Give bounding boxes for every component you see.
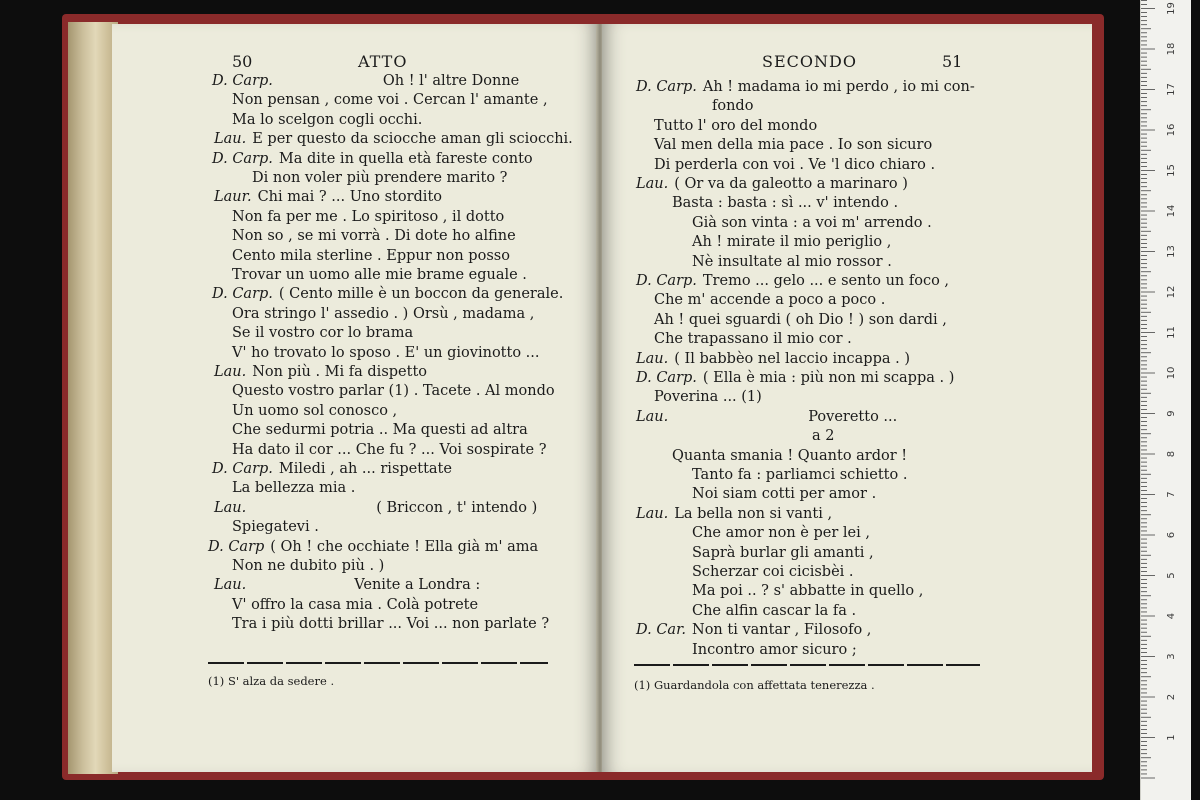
text-line [232, 91, 548, 109]
text-line [654, 156, 935, 174]
text-line [692, 485, 876, 503]
ruler-number: 11 [1166, 326, 1177, 339]
verse-text: Non più . Mi fa dispetto [252, 364, 428, 380]
text-line [636, 350, 910, 368]
verse-text: Non so , se mi vorrà . Di dote ho alfine [232, 228, 516, 245]
verse-text: ( Ella è mia : più non mi scappa . ) [702, 370, 955, 386]
speaker-name: D. Carp [208, 538, 265, 555]
speaker-name: D. Carp. [636, 79, 697, 95]
text-line [812, 427, 834, 445]
verse-text: ( Or va da galeotto a marinaro ) [674, 176, 908, 192]
text-line [232, 208, 504, 226]
speaker-name: Lau. [636, 350, 669, 367]
verse-text: Poveretto ... [808, 408, 898, 425]
running-head: SECONDO [762, 52, 857, 71]
verse-text: Non ne dubito più . ) [232, 558, 385, 574]
text-line [232, 441, 546, 459]
text-line [636, 272, 949, 290]
verse-text: Non fa per me . Lo spiritoso , il dotto [232, 208, 505, 225]
verse-text: Ma poi .. ? s' abbatte in quello , [692, 583, 924, 600]
ruler-number: 7 [1166, 491, 1177, 498]
text-line [232, 344, 540, 362]
text-line [232, 266, 527, 284]
verse-text: Nè insultate al mio rossor . [692, 253, 892, 270]
text-line [214, 499, 537, 517]
text-line [232, 479, 355, 497]
text-line [232, 557, 384, 575]
verse-text: Ora stringo l' assedio . ) Orsù , madama , [232, 305, 535, 322]
verse-text: E per questo da sciocche aman gli sciocchi. [252, 131, 573, 148]
verse-text: Basta : basta : sì ... v' intendo . [672, 195, 899, 212]
text-line [232, 247, 510, 265]
ruler-number: 13 [1166, 245, 1177, 258]
text-line [692, 253, 892, 271]
verse-text: Questo vostro parlar (1) . Tacete . Al mondo [232, 383, 555, 400]
text-line [208, 538, 538, 556]
text-line [654, 388, 762, 406]
page-edges [68, 22, 118, 774]
verse-text: ( Cento mille è un boccon da generale. [278, 286, 564, 303]
text-line [212, 285, 563, 303]
ruler-number: 8 [1166, 450, 1177, 458]
ruler-number: 10 [1166, 366, 1177, 380]
verse-text: Che m' accende a poco a poco . [654, 292, 886, 309]
ruler-number: 3 [1166, 653, 1177, 660]
ruler-number: 15 [1166, 164, 1177, 177]
text-line [214, 130, 573, 148]
verse-text: Chi mai ? ... Uno stordito [257, 189, 443, 206]
verse-text: Venite a Londra : [354, 577, 481, 594]
text-line [212, 72, 519, 90]
right-page [602, 24, 1092, 772]
speaker-name: Lau. [214, 364, 247, 380]
verse-text: Quanta smania ! Quanto ardor ! [672, 447, 908, 464]
verse-text: Che trapassano il mio cor . [654, 331, 852, 348]
speaker-name: D. Carp. [212, 461, 273, 477]
text-block [112, 24, 598, 772]
footnote-rule [634, 664, 980, 666]
verse-text: ( Il babbèo nel laccio incappa . ) [674, 350, 910, 367]
measuring-ruler [1140, 0, 1191, 800]
verse-text: Ma lo scelgon cogli occhi. [232, 111, 423, 128]
verse-text: Miledi , ah ... rispettate [278, 461, 452, 477]
text-line [232, 111, 422, 129]
speaker-name: D. Carp. [212, 286, 273, 303]
text-line [232, 596, 478, 614]
running-head: ATTO [358, 52, 408, 71]
verse-text: Non ti vantar , Filosofo , [692, 622, 872, 639]
verse-text: Tremo ... gelo ... e sento un foco , [702, 273, 950, 289]
ruler-number: 9 [1166, 410, 1177, 417]
text-line [214, 363, 427, 381]
text-line [692, 524, 870, 542]
verse-text: Trovar un uomo alle mie brame eguale . [232, 267, 527, 283]
verse-text: fondo [712, 98, 754, 115]
text-line [672, 194, 898, 212]
verse-text: Non pensan , come voi . Cercan l' amante , [232, 92, 548, 109]
verse-text: Di perderla con voi . Ve 'l dico chiaro . [654, 156, 936, 173]
text-line [654, 330, 852, 348]
text-line [214, 576, 480, 594]
text-line [654, 136, 932, 154]
verse-text: Se il vostro cor lo brama [232, 325, 414, 342]
verse-text: Tutto l' oro del mondo [654, 117, 818, 134]
verse-text: Val men della mia pace . Io son sicuro [654, 137, 933, 154]
text-line [654, 291, 885, 309]
text-line [692, 641, 857, 659]
ruler-number: 6 [1166, 531, 1177, 539]
text-line [654, 311, 947, 329]
speaker-name: Lau. [214, 577, 247, 594]
text-line [692, 466, 907, 484]
ruler-scale [1141, 0, 1191, 800]
footnote: (1) S' alza da sedere . [208, 674, 335, 688]
text-line [232, 421, 528, 439]
verse-text: Incontro amor sicuro ; [692, 641, 857, 658]
verse-text: Già son vinta : a voi m' arrendo . [692, 214, 932, 231]
footnote-rule [208, 662, 548, 664]
text-line [692, 214, 932, 232]
text-line [636, 505, 832, 523]
verse-text: Che alfin cascar la fa . [692, 602, 857, 619]
verse-text: Che amor non è per lei , [692, 525, 870, 542]
verse-text: Oh ! l' altre Donne [382, 73, 520, 89]
verse-text: Poverina ... (1) [654, 389, 762, 406]
ruler-number: 2 [1166, 693, 1177, 701]
speaker-name: Lau. [636, 176, 669, 192]
verse-text: Tra i più dotti brillar ... Voi ... non parlate ? [232, 616, 550, 633]
verse-text: Spiegatevi . [232, 519, 319, 536]
text-line [636, 408, 897, 426]
ruler-number: 4 [1166, 612, 1177, 620]
footnote: (1) Guardandola con affettata tenerezza . [634, 678, 875, 692]
speaker-name: D. Carp. [636, 370, 697, 386]
verse-text: Ah ! quei sguardi ( oh Dio ! ) son dardi , [654, 311, 947, 328]
text-line [672, 447, 907, 465]
speaker-name: Lau. [636, 408, 669, 425]
verse-text: Ma dite in quella età fareste conto [278, 150, 533, 167]
text-line [232, 324, 413, 342]
text-line [232, 615, 549, 633]
verse-text: ( Briccon , t' intendo ) [376, 499, 538, 516]
text-line [212, 150, 533, 168]
verse-text: ( Oh ! che occhiate ! Ella già m' ama [270, 538, 539, 555]
ruler-number: 18 [1166, 42, 1177, 56]
speaker-name: D. Carp. [212, 73, 273, 89]
text-line [636, 621, 871, 639]
ruler-number: 17 [1166, 83, 1177, 96]
verse-text: Di non voler più prendere marito ? [252, 170, 508, 186]
page-number: 50 [232, 52, 253, 71]
verse-text: Ha dato il cor ... Che fu ? ... Voi sospirate ? [232, 441, 547, 458]
speaker-name: Lau. [214, 499, 247, 516]
verse-text: a 2 [812, 428, 835, 445]
verse-text: Noi siam cotti per amor . [692, 486, 877, 503]
text-line [214, 188, 442, 206]
text-line [232, 382, 555, 400]
text-line [232, 227, 516, 245]
ruler-number: 5 [1166, 572, 1177, 579]
speaker-name: Laur. [214, 189, 252, 206]
text-line [636, 175, 908, 193]
verse-text: Tanto fa : parliamci schietto . [692, 467, 908, 483]
text-line [692, 544, 874, 562]
page-number: 51 [942, 52, 963, 71]
ruler-number: 19 [1166, 2, 1177, 15]
text-line [252, 169, 507, 187]
verse-text: La bella non si vanti , [674, 505, 833, 522]
text-line [212, 460, 452, 478]
speaker-name: D. Carp. [636, 273, 697, 289]
text-line [712, 97, 753, 115]
verse-text: Un uomo sol conosco , [232, 402, 398, 419]
verse-text: Cento mila sterline . Eppur non posso [232, 247, 510, 264]
left-page [112, 24, 598, 772]
verse-text: Saprà burlar gli amanti , [692, 544, 874, 561]
text-line [232, 402, 397, 420]
ruler-number: 12 [1166, 285, 1177, 299]
text-line [232, 305, 534, 323]
verse-text: Scherzar coi cicisbèi . [692, 564, 854, 580]
text-line [692, 563, 854, 581]
ruler-number: 16 [1166, 123, 1177, 137]
ruler-number: 14 [1166, 204, 1177, 218]
ruler-number: 1 [1166, 734, 1177, 741]
verse-text: La bellezza mia . [232, 480, 356, 497]
speaker-name: D. Carp. [212, 150, 273, 167]
verse-text: Ah ! madama io mi perdo , io mi con- [702, 79, 975, 95]
text-block [602, 24, 1092, 772]
text-line [692, 602, 856, 620]
speaker-name: Lau. [214, 131, 247, 148]
speaker-name: D. Car. [636, 622, 687, 639]
text-line [692, 233, 891, 251]
text-line [636, 369, 954, 387]
speaker-name: Lau. [636, 505, 669, 522]
text-line [654, 117, 817, 135]
verse-text: Che sedurmi potria .. Ma questi ad altra [232, 422, 528, 439]
text-line [232, 518, 319, 536]
verse-text: Ah ! mirate il mio periglio , [692, 234, 892, 251]
text-line [636, 78, 975, 96]
text-line [692, 582, 923, 600]
verse-text: V' offro la casa mia . Colà potrete [232, 596, 479, 613]
verse-text: V' ho trovato lo sposo . E' un giovinotto ... [232, 344, 540, 361]
